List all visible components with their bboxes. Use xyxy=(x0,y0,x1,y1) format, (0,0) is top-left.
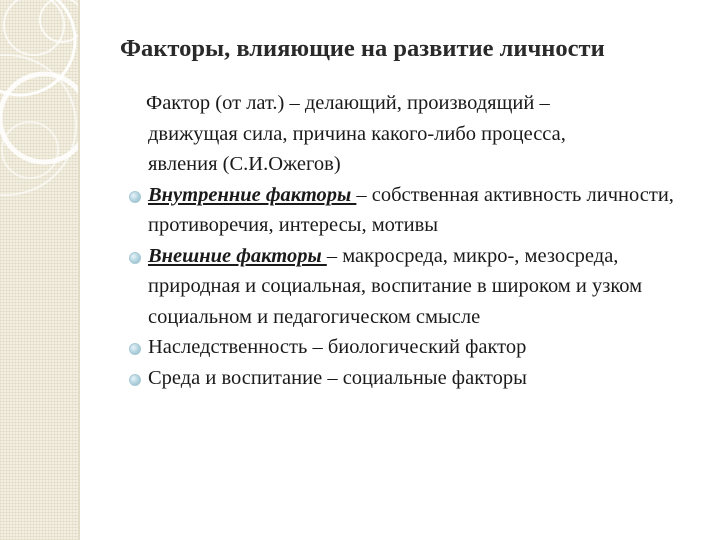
term-internal-factors: Внутренние факторы xyxy=(148,183,357,206)
list-item-heredity xyxy=(128,332,708,363)
bullet-icon xyxy=(129,252,141,264)
item-text: – макросреда, микро-, мезосреда, природная и социальная, воспитание в широком и узком социальном и педагогическом смысле xyxy=(148,244,643,328)
definition-line: движущая сила, причина какого-либо процесса, xyxy=(148,122,566,145)
definition-line: явления (С.И.Ожегов) xyxy=(148,153,341,175)
term-external-factors: Внешние факторы xyxy=(148,244,327,267)
item-text: Наследственность – биологический фактор xyxy=(148,336,527,358)
definition-line: Фактор (от лат.) – делающий, производящий – xyxy=(146,92,550,114)
bullet-icon xyxy=(129,191,141,203)
list-item-environment xyxy=(128,363,708,394)
slide-body xyxy=(128,88,708,393)
definition-paragraph xyxy=(128,88,708,180)
bullet-icon xyxy=(129,374,141,386)
bullet-icon xyxy=(129,343,141,355)
list-item-internal-factors xyxy=(128,180,708,241)
list-item-external-factors xyxy=(128,241,708,333)
item-text: – собственная активность личности, противоречия, интересы, мотивы xyxy=(148,183,674,236)
slide-title: Факторы, влияющие на развитие личности xyxy=(120,35,605,62)
sidebar-decoration xyxy=(0,0,78,540)
item-text: Среда и воспитание – социальные факторы xyxy=(148,366,527,389)
decorative-circles xyxy=(0,0,78,540)
sidebar-divider xyxy=(78,0,80,540)
